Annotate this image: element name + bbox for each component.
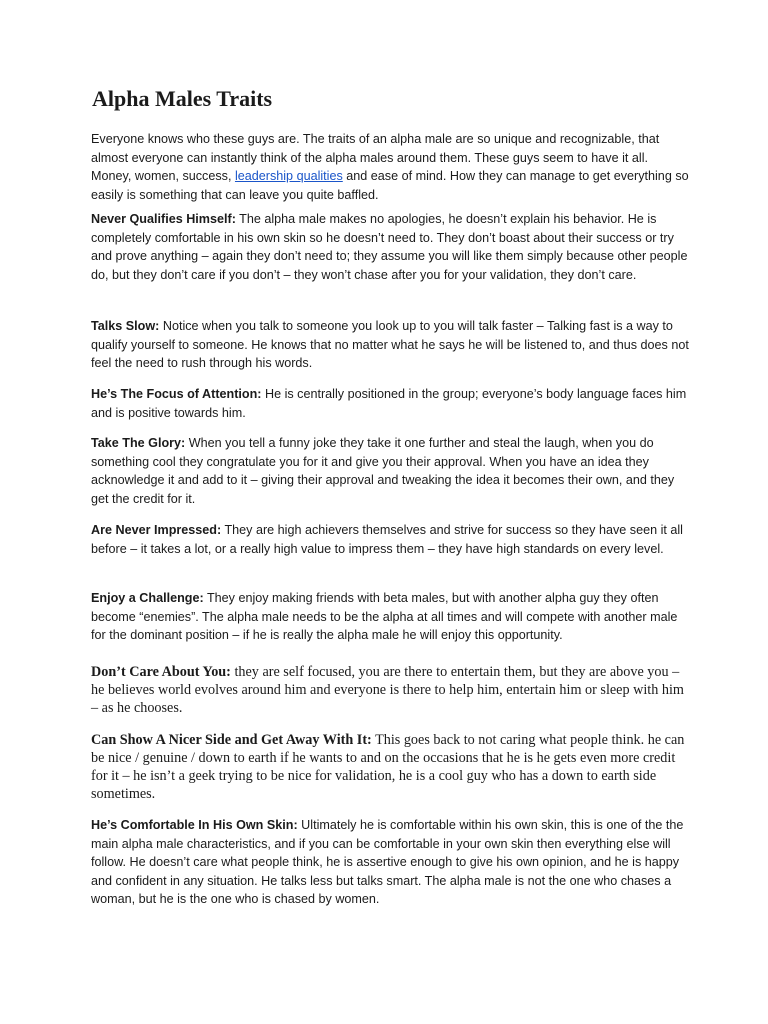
section-text: When you tell a funny joke they take it one further and steal the laugh, when you do something cool they congratulate you for it and give you their approval. When you have an idea they acknowledge it and add to it – giving their approval and tweaking the idea it becomes their own, and they get the credit for it. xyxy=(91,436,675,506)
section-text: they are self focused, you are there to entertain them, but they are above you – he believes world evolves around him and everyone is there to help him, entertain him or sleep with him – as he chooses. xyxy=(91,664,684,716)
section-text: They are high achievers themselves and strive for success so they have seen it all before – it takes a lot, or a really high value to impress them – they have high standards on every level. xyxy=(91,523,683,556)
page-title: Alpha Males Traits xyxy=(92,86,273,111)
section-paragraph xyxy=(91,816,691,909)
section-text: This goes back to not caring what people think. he can be nice / genuine / down to earth if he wants to and on the occasions that he is he gets even more credit for it – he isn’t a geek trying to be nice for validation, he is a cool guy who has a down to earth side sometimes. xyxy=(91,732,685,802)
section-paragraph xyxy=(91,317,691,373)
section-heading: Never Qualifies Himself: xyxy=(91,212,236,226)
section-text: The alpha male makes no apologies, he doesn’t explain his behavior. He is completely comfortable in his own skin so he doesn’t need to. They don’t boast about their success or try and prove anything – again they don’t need to; they assume you will like them simply because other people do, but they don’t care if you don’t – they won’t chase after you for your validation, they don’t care. xyxy=(91,212,688,282)
section-heading: Take The Glory: xyxy=(91,436,186,450)
leadership-qualities-link[interactable]: leadership qualities xyxy=(234,169,343,183)
section-text: Ultimately he is comfortable within his own skin, this is one of the the main alpha male characteristics, and if you can be comfortable in your own skin then everything else will follow. He doesn’t care what people think, he is assertive enough to give his own opinion, and he is happy and confident in any situation. He talks less but talks smart. The alpha male is not the one who chases a woman, but he is the one who is chased by women. xyxy=(91,818,684,906)
section-text: Notice when you talk to someone you look up to you will talk faster – Talking fast is a way to qualify yourself to someone. He knows that no matter what he says he will be listened to, and thus does not feel the need to rush through his words. xyxy=(91,319,689,370)
intro-text: Everyone knows who these guys are. The traits of an alpha male are so unique and recognizable, that almost everyone can instantly think of the alpha males around them. These guys seem to have it all. Money, women, success, xyxy=(91,132,660,183)
section-heading: Are Never Impressed: xyxy=(91,523,222,537)
section-heading: Can Show A Nicer Side and Get Away With It: xyxy=(91,732,372,748)
section-heading: Don’t Care About You: xyxy=(91,664,231,680)
section-paragraph xyxy=(91,385,691,422)
section-heading: He’s The Focus of Attention: xyxy=(91,387,262,401)
intro-paragraph xyxy=(91,130,691,204)
section-heading: He’s Comfortable In His Own Skin: xyxy=(91,818,298,832)
section-paragraph xyxy=(91,589,691,645)
section-heading: Talks Slow: xyxy=(91,319,160,333)
section-paragraph xyxy=(91,521,691,558)
section-paragraph xyxy=(91,731,691,803)
section-text: He is centrally positioned in the group; everyone’s body language faces him and is positive towards him. xyxy=(91,387,687,420)
section-heading: Enjoy a Challenge: xyxy=(91,591,204,605)
section-text: They enjoy making friends with beta males, but with another alpha guy they often become “enemies”. The alpha male needs to be the alpha at all times and will compete with another male for the dominant position – if he is really the alpha male he will enjoy this opportunity. xyxy=(91,591,678,642)
section-paragraph xyxy=(91,210,691,284)
section-paragraph xyxy=(91,663,691,717)
section-paragraph xyxy=(91,434,691,508)
intro-text-continued: and ease of mind. How they can manage to get everything so easily is something that can leave you quite baffled. xyxy=(91,169,689,202)
